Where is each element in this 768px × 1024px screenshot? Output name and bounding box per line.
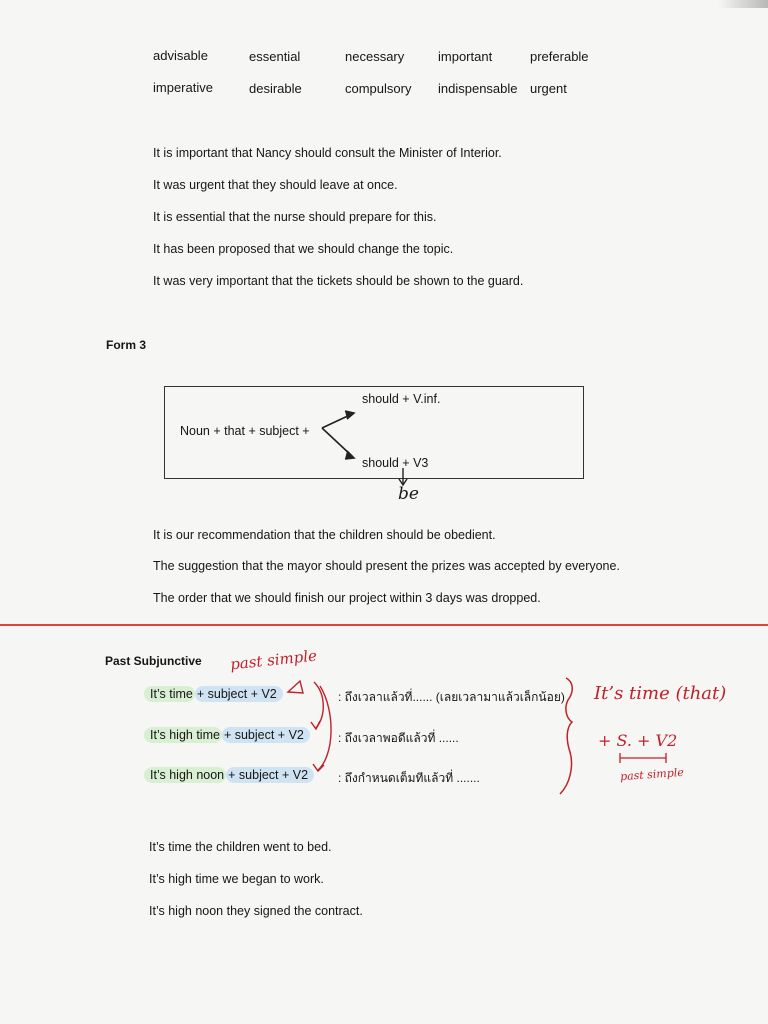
formula-rest: + subject + V2 bbox=[222, 727, 310, 743]
formula-row bbox=[144, 728, 310, 742]
fork-arrow-icon bbox=[322, 411, 354, 459]
form3-left-part: Noun + that + subject + bbox=[180, 424, 310, 438]
example-sentence: The order that we should finish our project within 3 days was dropped. bbox=[153, 591, 541, 605]
example-sentence: It was urgent that they should leave at once. bbox=[153, 178, 398, 192]
handwritten-past-simple-note: past simple bbox=[619, 765, 685, 784]
formula-time-phrase: It’s time bbox=[144, 686, 195, 702]
thai-meaning: : ถึงกำหนดเต็มทีแล้วที่ ....... bbox=[338, 771, 480, 785]
handwritten-s-v2: + S. + V2 bbox=[598, 731, 678, 750]
example-sentence: It was very important that the tickets should be shown to the guard. bbox=[153, 274, 524, 288]
example-sentence: It is essential that the nurse should prepare for this. bbox=[153, 210, 437, 224]
adjective-word: essential bbox=[249, 49, 301, 64]
section-divider bbox=[0, 624, 768, 626]
arrow-down-icon bbox=[399, 468, 407, 485]
formula-rest: + subject + V2 bbox=[226, 767, 314, 783]
example-sentence: It’s high noon they signed the contract. bbox=[149, 904, 363, 918]
handwritten-be: be bbox=[398, 484, 419, 504]
thai-meaning: : ถึงเวลาพอดีแล้วที่ ...... bbox=[338, 731, 459, 745]
formula-row bbox=[144, 768, 314, 782]
example-sentence: It’s time the children went to bed. bbox=[149, 840, 332, 854]
adjective-word: advisable bbox=[153, 48, 208, 63]
adjective-word: necessary bbox=[345, 49, 405, 64]
thai-meaning: : ถึงเวลาแล้วที่...... (เลยเวลามาแล้วเล็กน้อย) bbox=[338, 690, 565, 704]
form3-bottom-branch: should + V3 bbox=[362, 456, 429, 470]
adjective-word: preferable bbox=[530, 49, 589, 64]
adjective-word: compulsory bbox=[345, 81, 412, 96]
formula-time-phrase: It’s high time bbox=[144, 727, 222, 743]
form3-top-branch: should + V.inf. bbox=[362, 392, 441, 406]
example-sentence: It is our recommendation that the children should be obedient. bbox=[153, 528, 496, 542]
form3-heading: Form 3 bbox=[106, 338, 147, 352]
adjective-word: urgent bbox=[530, 81, 567, 96]
formula-time-phrase: It’s high noon bbox=[144, 767, 226, 783]
bracket-icon bbox=[620, 753, 666, 763]
formula-row bbox=[144, 687, 283, 701]
adjective-word: imperative bbox=[153, 80, 213, 95]
adjective-word: desirable bbox=[249, 81, 302, 96]
adjective-word: important bbox=[438, 49, 493, 64]
adjective-word: indispensable bbox=[438, 81, 518, 96]
example-sentence: The suggestion that the mayor should present the prizes was accepted by everyone. bbox=[153, 559, 620, 573]
example-sentence: It’s high time we began to work. bbox=[149, 872, 324, 886]
handwritten-its-time-that: It’s time (that) bbox=[594, 683, 727, 704]
handwritten-past-simple: past simple bbox=[229, 646, 318, 674]
example-sentence: It has been proposed that we should change the topic. bbox=[153, 242, 454, 256]
formula-rest: + subject + V2 bbox=[195, 686, 283, 702]
example-sentence: It is important that Nancy should consult the Minister of Interior. bbox=[153, 146, 502, 160]
red-curve-arrows-icon bbox=[288, 681, 331, 771]
past-subjunctive-heading: Past Subjunctive bbox=[105, 654, 202, 668]
